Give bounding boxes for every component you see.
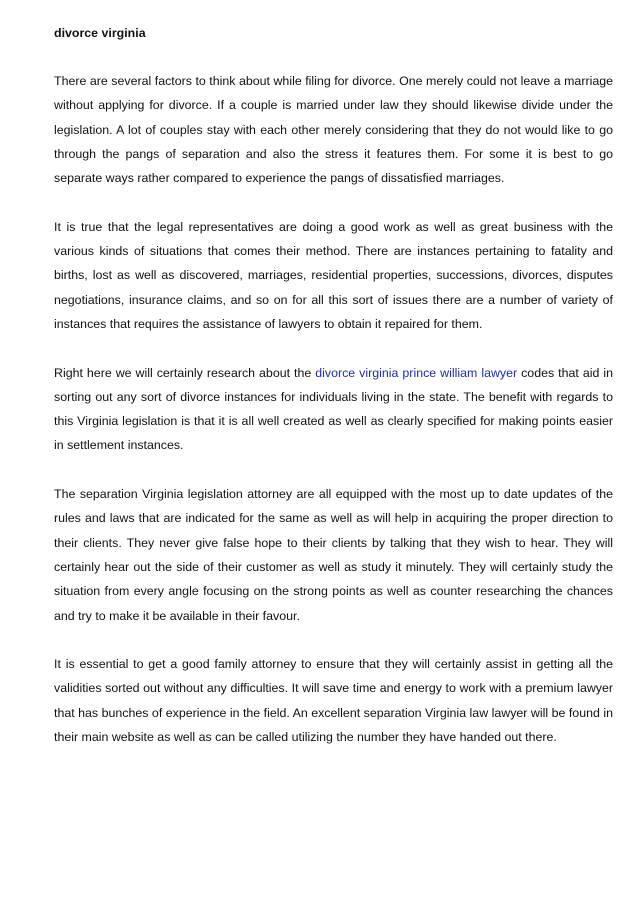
paragraph-3	[54, 361, 613, 458]
divorce-lawyer-link[interactable]: divorce virginia prince william lawyer	[315, 365, 518, 380]
paragraph-3-text-after: codes that aid in sorting out any sort of divorce instances for individuals living in the state. The benefit with regards to this Virginia legislation is that it is all well created as well as clearly specified for making points easier in settlement instances.	[54, 365, 613, 453]
paragraph-2: It is true that the legal representatives are doing a good work as well as great business with the various kinds of situations that comes their method. There are instances pertaining to fatality and births, lost as well as discovered, marriages, residential properties, successions, divorces, disputes negotiations, insurance claims, and so on for all this sort of issues there are a number of variety of instances that requires the assistance of lawyers to obtain it repaired for them.	[54, 219, 613, 331]
paragraph-4: The separation Virginia legislation attorney are all equipped with the most up to date updates of the rules and laws that are indicated for the same as well as will help in acquiring the proper direction to their clients. They never give false hope to their clients by talking that they wish to hear. They will certainly hear out the side of their customer as well as study it minutely. They will certainly study the situation from every angle focusing on the strong points as well as counter researching the chances and try to make it be available in their favour.	[54, 487, 613, 623]
document-title: divorce virginia	[54, 26, 146, 40]
document-body	[54, 21, 613, 774]
paragraph-5: It is essential to get a good family attorney to ensure that they will certainly assist in getting all the validities sorted out without any difficulties. It will save time and energy to work with a premium lawyer that has bunches of experience in the field. An excellent separation Virginia law lawyer will be found in their main website as well as can be called utilizing the number they have handed out there.	[54, 657, 613, 745]
paragraph-1: There are several factors to think about while filing for divorce. One merely could not leave a marriage without applying for divorce. If a couple is married under law they should likewise divide under the legislation. A lot of couples stay with each other merely considering that they do not would like to go through the pangs of separation and also the stress it features them. For some it is best to go separate ways rather compared to experience the pangs of dissatisfied marriages.	[54, 74, 613, 186]
paragraph-3-text-before: Right here we will certainly research about the	[54, 365, 316, 380]
